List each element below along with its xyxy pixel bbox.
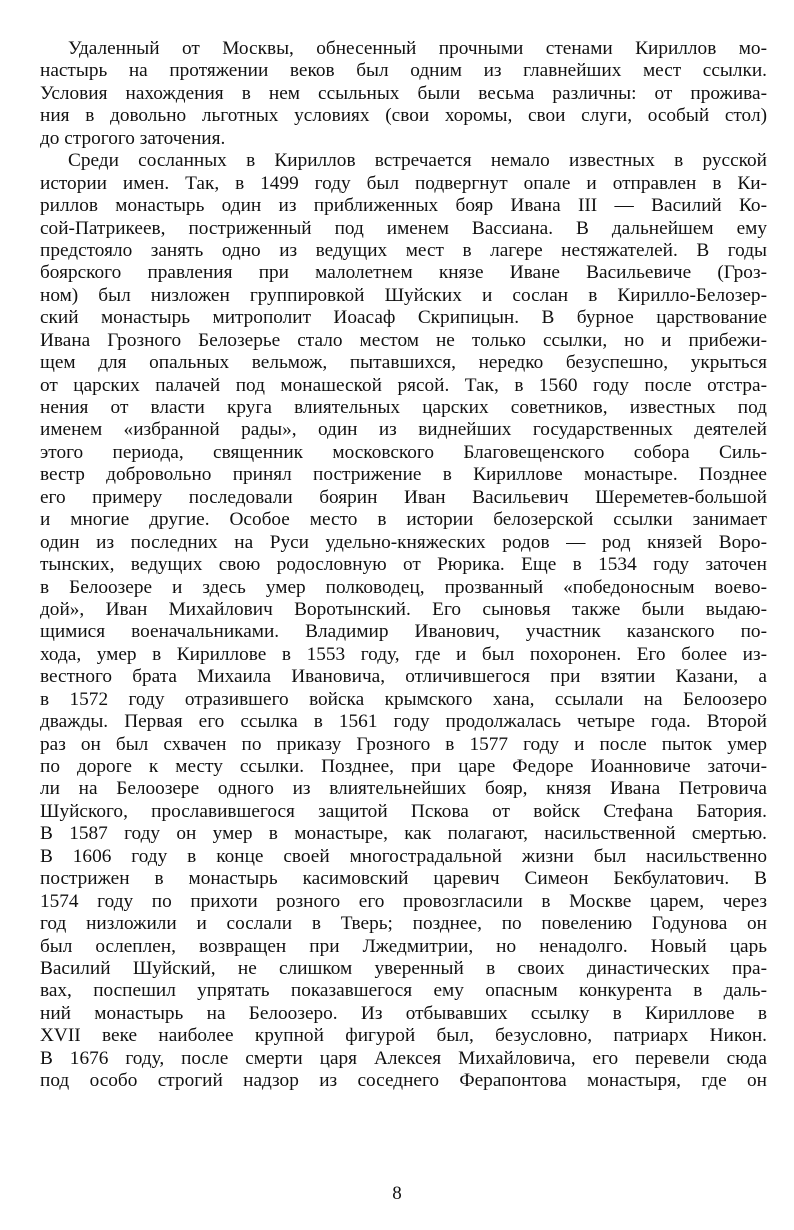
text-line: пострижен в монастырь касимовский царевич Симеон Бекбулатович. В: [40, 868, 767, 890]
text-line: и многие другие. Особое место в истории белозерской ссылки занимает: [40, 509, 767, 531]
text-line: Ивана Грозного Белозерье стало местом не только ссылки, но и прибежи-: [40, 329, 767, 351]
text-line: дважды. Первая его ссылка в 1561 году продолжалась четыре года. Второй: [40, 711, 767, 733]
text-line: в Белоозере и здесь умер полководец, прозванный «победоносным воево-: [40, 576, 767, 598]
text-line: В 1587 году он умер в монастыре, как полагают, насильственной смертью.: [40, 823, 767, 845]
text-line: 1574 году по прихоти розного его провозгласили в Москве царем, через: [40, 890, 767, 912]
page-number: 8: [392, 1183, 402, 1204]
page-text: [40, 38, 767, 1093]
text-line: вестр добровольно принял пострижение в Кириллове монастыре. Позднее: [40, 464, 767, 486]
text-line: год низложили и сослали в Тверь; позднее, по повелению Годунова он: [40, 913, 767, 935]
text-line: вестного брата Михаила Ивановича, отличившегося при взятии Казани, а: [40, 666, 767, 688]
text-line: боярского правления при малолетнем князе Иване Васильевиче (Гроз-: [40, 262, 767, 284]
text-line: под особо строгий надзор из соседнего Ферапонтова монастыря, где он: [40, 1070, 767, 1092]
text-line: был ослеплен, возвращен при Лжедмитрии, но ненадолго. Новый царь: [40, 935, 767, 957]
text-line: ном) был низложен группировкой Шуйских и сослан в Кирилло-Белозер-: [40, 284, 767, 306]
text-line: в 1572 году отразившего войска крымского хана, ссылали на Белоозеро: [40, 688, 767, 710]
text-line: В 1676 году, после смерти царя Алексея Михайловича, его перевели сюда: [40, 1047, 767, 1069]
text-line: щимися военачальниками. Владимир Иванович, участник казанского по-: [40, 621, 767, 643]
text-line: ний монастырь на Белоозеро. Из отбывавших ссылку в Кириллове в: [40, 1002, 767, 1024]
text-line: один из последних на Руси удельно-княжеских родов — род князей Воро-: [40, 531, 767, 553]
paragraph-1: [40, 38, 767, 150]
text-line: сой-Патрикеев, постриженный под именем Вассиана. В дальнейшем ему: [40, 217, 767, 239]
text-line: от царских палачей под монашеской рясой. Так, в 1560 году после отстра-: [40, 374, 767, 396]
text-line: именем «избранной рады», один из виднейших государственных деятелей: [40, 419, 767, 441]
text-line: предстояло занять одно из ведущих мест в лагере нестяжателей. В годы: [40, 239, 767, 261]
text-line: настырь на протяжении веков был одним из главнейших мест ссылки.: [40, 60, 767, 82]
text-line: ния в довольно льготных условиях (свои хоромы, свои слуги, особый стол): [40, 105, 767, 127]
text-line: XVII веке наиболее крупной фигурой был, безусловно, патриарх Никон.: [40, 1025, 767, 1047]
text-line: Среди сосланных в Кириллов встречается немало известных в русской: [68, 150, 767, 172]
text-line: истории имен. Так, в 1499 году был подвергнут опале и отправлен в Ки-: [40, 172, 767, 194]
text-line: по дороге к месту ссылки. Позднее, при царе Федоре Иоанновиче заточи-: [40, 756, 767, 777]
text-line: этого периода, священник московского Благовещенского собора Силь-: [40, 441, 767, 463]
text-line: хода, умер в Кириллове в 1553 году, где и был похоронен. Его более из-: [40, 643, 767, 665]
text-line: вах, поспешил упрятать показавшегося ему опасным конкурента в даль-: [40, 980, 767, 1002]
text-line: щем для опальных вельмож, пытавшихся, нередко безуспешно, укрыться: [40, 352, 767, 374]
text-line: Шуйского, прославившегося защитой Пскова от войск Стефана Батория.: [40, 800, 767, 822]
text-line: Условия нахождения в нем ссыльных были весьма различны: от прожива-: [40, 82, 767, 104]
paragraph-2: [40, 150, 767, 1092]
text-line: до строгого заточения.: [40, 127, 226, 149]
text-line: Удаленный от Москвы, обнесенный прочными стенами Кириллов мо-: [68, 38, 767, 59]
text-line: ли на Белоозере одного из влиятельнейших бояр, князя Ивана Петровича: [40, 778, 767, 800]
text-line: В 1606 году в конце своей многострадальной жизни был насильственно: [40, 845, 767, 867]
text-line: раз он был схвачен по приказу Грозного в 1577 году и после пыток умер: [40, 733, 767, 755]
text-line: риллов монастырь один из приближенных бояр Ивана III — Василий Ко-: [40, 195, 767, 217]
text-line: Василий Шуйский, не слишком уверенный в своих династических пра-: [40, 957, 767, 979]
text-line: его примеру последовали боярин Иван Васильевич Шереметев-большой: [40, 486, 767, 508]
text-line: ский монастырь митрополит Иоасаф Скрипицын. В бурное царствование: [40, 307, 767, 329]
text-line: дой», Иван Михайлович Воротынский. Его сыновья также были выдаю-: [40, 598, 767, 620]
text-line: тынских, ведущих свою родословную от Рюрика. Еще в 1534 году заточен: [40, 554, 767, 576]
text-line: нения от власти круга влиятельных царских советников, известных под: [40, 397, 767, 418]
